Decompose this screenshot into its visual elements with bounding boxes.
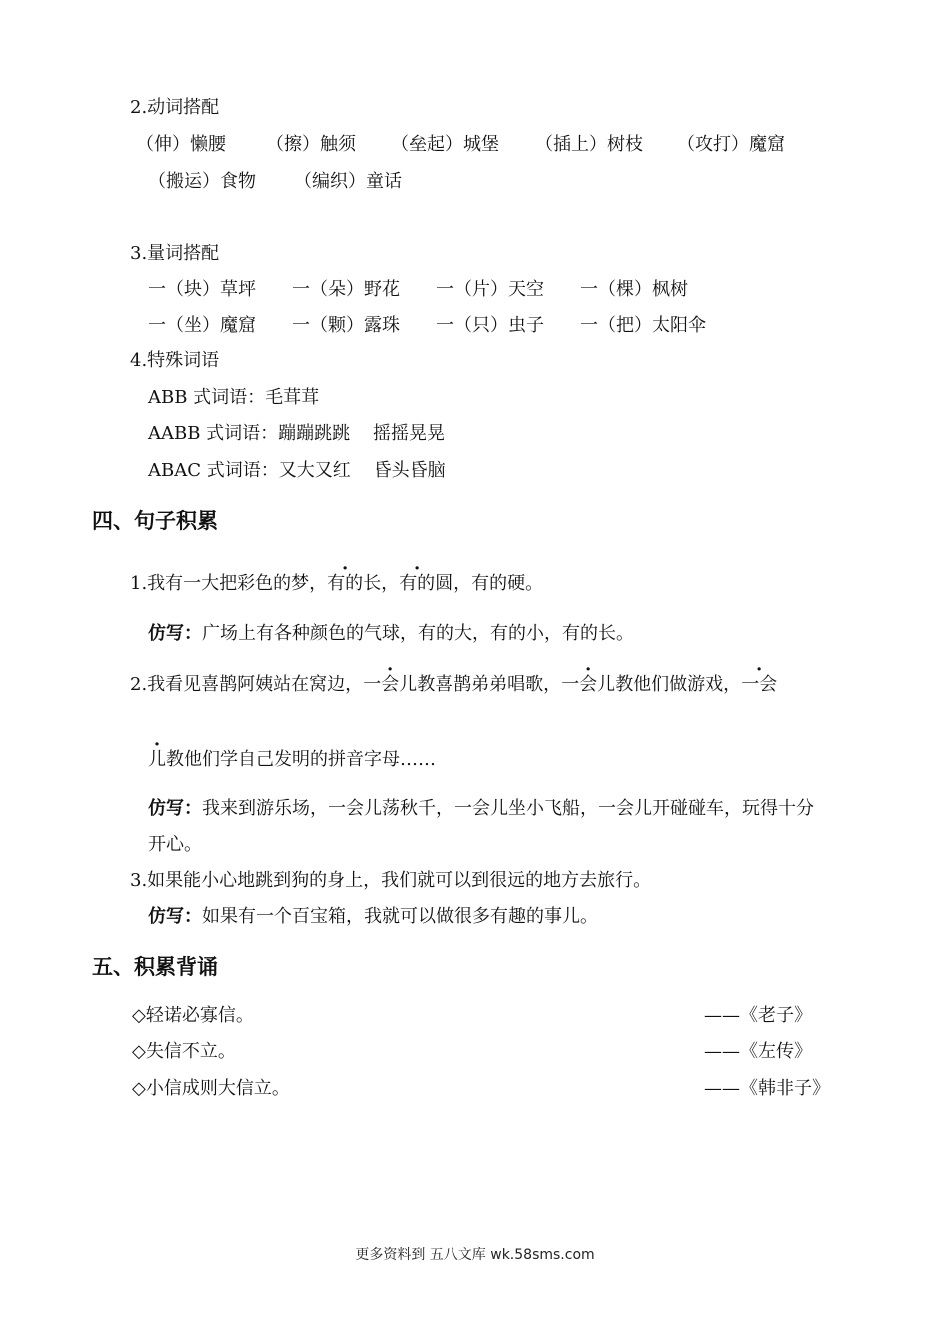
sentence-2-cont [148,748,436,772]
imitate-label: 仿写： [148,906,202,927]
abb-words: ABB 式词语：毛茸茸 [148,387,320,408]
imitation-2 [148,797,814,821]
quote-item: ◇轻诺必寡信。 [132,1005,254,1026]
verb-item: （伸）懒腰 [136,134,226,155]
verb-item: （垒起）城堡 [391,134,499,155]
verb-item: （攻打）魔窟 [677,134,785,155]
measure-item: 一（块）草坪 [148,279,256,300]
measure-item: 一（棵）枫树 [580,279,688,300]
measure-item: 一（坐）魔窟 [148,315,256,336]
aabb-words: AABB 式词语：蹦蹦跳跳 摇摇晃晃 [148,423,446,444]
sentence-text: 长， [363,573,400,594]
verb-item: （插上）树枝 [535,134,643,155]
imitate-text: 广场上有各种颜色的气球，有的大，有的小，有的长。 [202,623,634,644]
measures-row-2 [148,314,706,338]
section-4-heading: 四、句子积累 [92,509,218,533]
quote-source: ——《左传》 [704,1041,812,1062]
verbs-row-2 [148,170,402,194]
emphasis-word: · 一会儿 [561,673,615,697]
verb-item: （擦）触须 [266,134,356,155]
verbs-title: 2.动词搭配 [130,97,220,118]
sentence-text: 1.我有一大把彩色的梦， [130,573,328,594]
measure-item: 一（颗）露珠 [292,315,400,336]
imitate-text: 我来到游乐场，一会儿荡秋千，一会儿坐小飞船，一会儿开碰碰车，玩得十分 [202,798,814,819]
abac-words: ABAC 式词语：又大又红 昏头昏脑 [148,460,446,481]
sentence-text: 2.我看见喜鹊阿姨站在窝边， [130,674,364,695]
measure-item: 一（片）天空 [436,279,544,300]
verbs-row-1 [136,133,785,157]
imitate-text: 如果有一个百宝箱，我就可以做很多有趣的事儿。 [202,906,598,927]
quote-item: ◇小信成则大信立。 [132,1078,290,1099]
sentence-1 [130,572,543,596]
emphasis-word: · 一会儿 [363,673,417,697]
emphasis-word: · 一会 [741,673,777,697]
sentence-text: 教他们做游戏， [615,674,742,695]
sentence-text: 圆，有的硬。 [435,573,544,594]
verb-item: （搬运）食物 [148,171,256,192]
imitate-label: 仿写： [148,798,202,819]
sentence-2 [130,673,777,697]
emphasis-word: · 儿 [148,748,166,772]
emphasis-word: · 有的 [399,572,435,596]
verb-item: （编织）童话 [294,171,402,192]
measure-item: 一（只）虫子 [436,315,544,336]
quote-source: ——《老子》 [704,1005,812,1026]
emphasis-word: · 有的 [327,572,363,596]
imitation-1 [148,622,634,646]
section-5-heading: 五、积累背诵 [92,955,218,979]
imitate-label: 仿写： [148,623,202,644]
sentence-3: 3.如果能小心地跳到狗的身上，我们就可以到很远的地方去旅行。 [130,870,652,891]
sentence-text: 教喜鹊弟弟唱歌， [417,674,562,695]
page-footer: 更多资料到 五八文库 wk.58sms.com [355,1247,595,1263]
imitation-3 [148,905,598,929]
quote-item: ◇失信不立。 [132,1041,236,1062]
imitation-2-cont: 开心。 [148,834,202,855]
quote-source: ——《韩非子》 [704,1078,830,1099]
measure-item: 一（把）太阳伞 [580,315,706,336]
measures-row-1 [148,278,688,302]
measures-title: 3.量词搭配 [130,243,220,264]
measure-item: 一（朵）野花 [292,279,400,300]
special-title: 4.特殊词语 [130,350,220,371]
sentence-text: 教他们学自己发明的拼音字母…… [166,749,436,770]
